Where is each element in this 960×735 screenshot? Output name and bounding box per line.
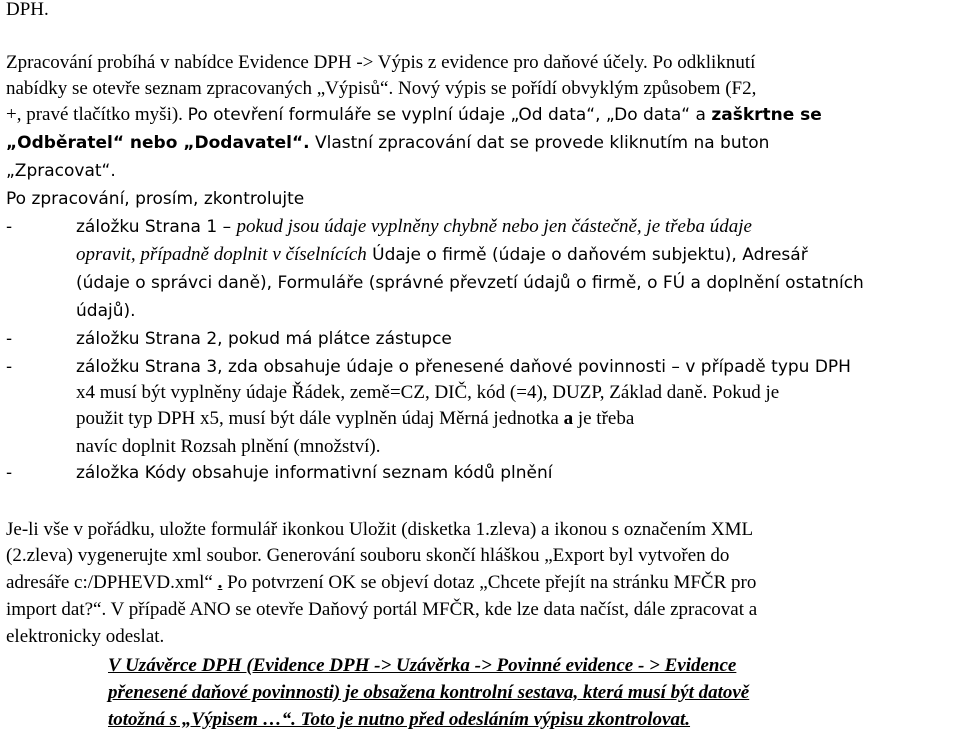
- para1-line2: nabídky se otevře seznam zpracovaných „Výpisů“. Nový výpis se pořídí obvyklým způsobem (F2,: [6, 78, 757, 99]
- para2-line4: import dat?“. V případě ANO se otevře Daňový portál MFČR, kde lze data načíst, dále zpracovat a: [6, 599, 758, 620]
- para1-line3-part1: +, pravé tlačítko myši).: [6, 104, 188, 125]
- bullet-1-line1: [76, 214, 752, 240]
- para1-line1: Zpracování probíhá v nabídce Evidence DPH -> Výpis z evidence pro daňové účely. Po odkliknutí: [6, 52, 756, 73]
- para2-line3: [6, 570, 756, 596]
- para1-line4: [6, 130, 769, 156]
- para1-line4-part1: „Odběratel“ nebo „Dodavatel“.: [6, 133, 310, 153]
- bullet-2-line1: záložku Strana 2, pokud má plátce zástupce: [76, 329, 452, 349]
- bullet-1-line1-part1: záložku Strana 1 –: [76, 217, 237, 237]
- bullet-3-line2: x4 musí být vyplněny údaje Řádek, země=CZ, DIČ, kód (=4), DUZP, Základ daně. Pokud je: [76, 382, 780, 403]
- bullet-3-line3: [76, 406, 634, 432]
- para1-line6: Po zpracování, prosím, zkontrolujte: [6, 189, 305, 209]
- para2-line3-part3: Po potvrzení OK se objeví dotaz „Chcete přejít na stránku MFČR pro: [222, 572, 757, 593]
- para2-line3-part1: adresáře c:/DPHEVD.xml“: [6, 572, 218, 593]
- para2-line1: Je-li vše v pořádku, uložte formulář ikonkou Uložit (disketka 1.zleva) a ikonou s označením XML: [6, 519, 754, 540]
- bullet-4-dash: -: [6, 463, 13, 483]
- para2-line2: (2.zleva) vygenerujte xml soubor. Generování souboru skončí hláškou „Export byl vytvořen do: [6, 545, 730, 566]
- bullet-1-line2-part1: opravit, případně doplnit v číselnících: [76, 244, 367, 265]
- footer-line2: přenesené daňové povinnosti) je obsažena kontrolní sestava, která musí být datově: [108, 682, 750, 703]
- bullet-3-dash: -: [6, 357, 13, 377]
- heading-fragment: DPH.: [6, 0, 49, 20]
- para1-line3: [6, 102, 822, 128]
- footer-line1: V Uzávěrce DPH (Evidence DPH -> Uzávěrka -> Povinné evidence - > Evidence: [108, 655, 737, 676]
- para1-line3-part3: zaškrtne se: [711, 105, 822, 125]
- bullet-3-line1: záložku Strana 3, zda obsahuje údaje o přenesené daňové povinnosti – v případě typu DPH: [76, 357, 851, 377]
- bullet-1-line2: [76, 242, 808, 268]
- footer-line3: totožná s „Výpisem …“. Toto je nutno před odesláním výpisu zkontrolovat.: [108, 709, 691, 730]
- bullet-2-dash: -: [6, 329, 13, 349]
- bullet-1-line2-part2: Údaje o firmě (údaje o daňovém subjektu), Adresář: [366, 245, 808, 265]
- bullet-1-line4: údajů).: [76, 301, 136, 321]
- para1-line4-part2: Vlastní zpracování dat se provede kliknutím na buton: [309, 133, 770, 153]
- bullet-4-line1: záložka Kódy obsahuje informativní seznam kódů plnění: [76, 463, 553, 483]
- para2-line3-part2: .: [217, 572, 223, 593]
- bullet-3-line4: navíc doplnit Rozsah plnění (množství).: [76, 436, 381, 457]
- bullet-3-line3-part3: je třeba: [573, 408, 635, 429]
- bullet-1-dash: -: [6, 217, 13, 237]
- para2-line5: elektronicky odeslat.: [6, 626, 165, 647]
- para1-line3-part2: Po otevření formuláře se vyplní údaje „Od data“, „Do data“ a: [187, 105, 712, 125]
- bullet-1-line3: (údaje o správci daně), Formuláře (správné převzetí údajů o firmě, o FÚ a doplnění ostatních: [76, 273, 864, 293]
- para1-line5: „Zpracovat“.: [6, 161, 116, 181]
- bullet-3-line3-part2: a: [563, 408, 574, 429]
- bullet-1-line1-part2: pokud jsou údaje vyplněny chybně nebo jen částečně, je třeba údaje: [236, 216, 752, 237]
- bullet-3-line3-part1: použit typ DPH x5, musí být dále vyplněn údaj Měrná jednotka: [76, 408, 564, 429]
